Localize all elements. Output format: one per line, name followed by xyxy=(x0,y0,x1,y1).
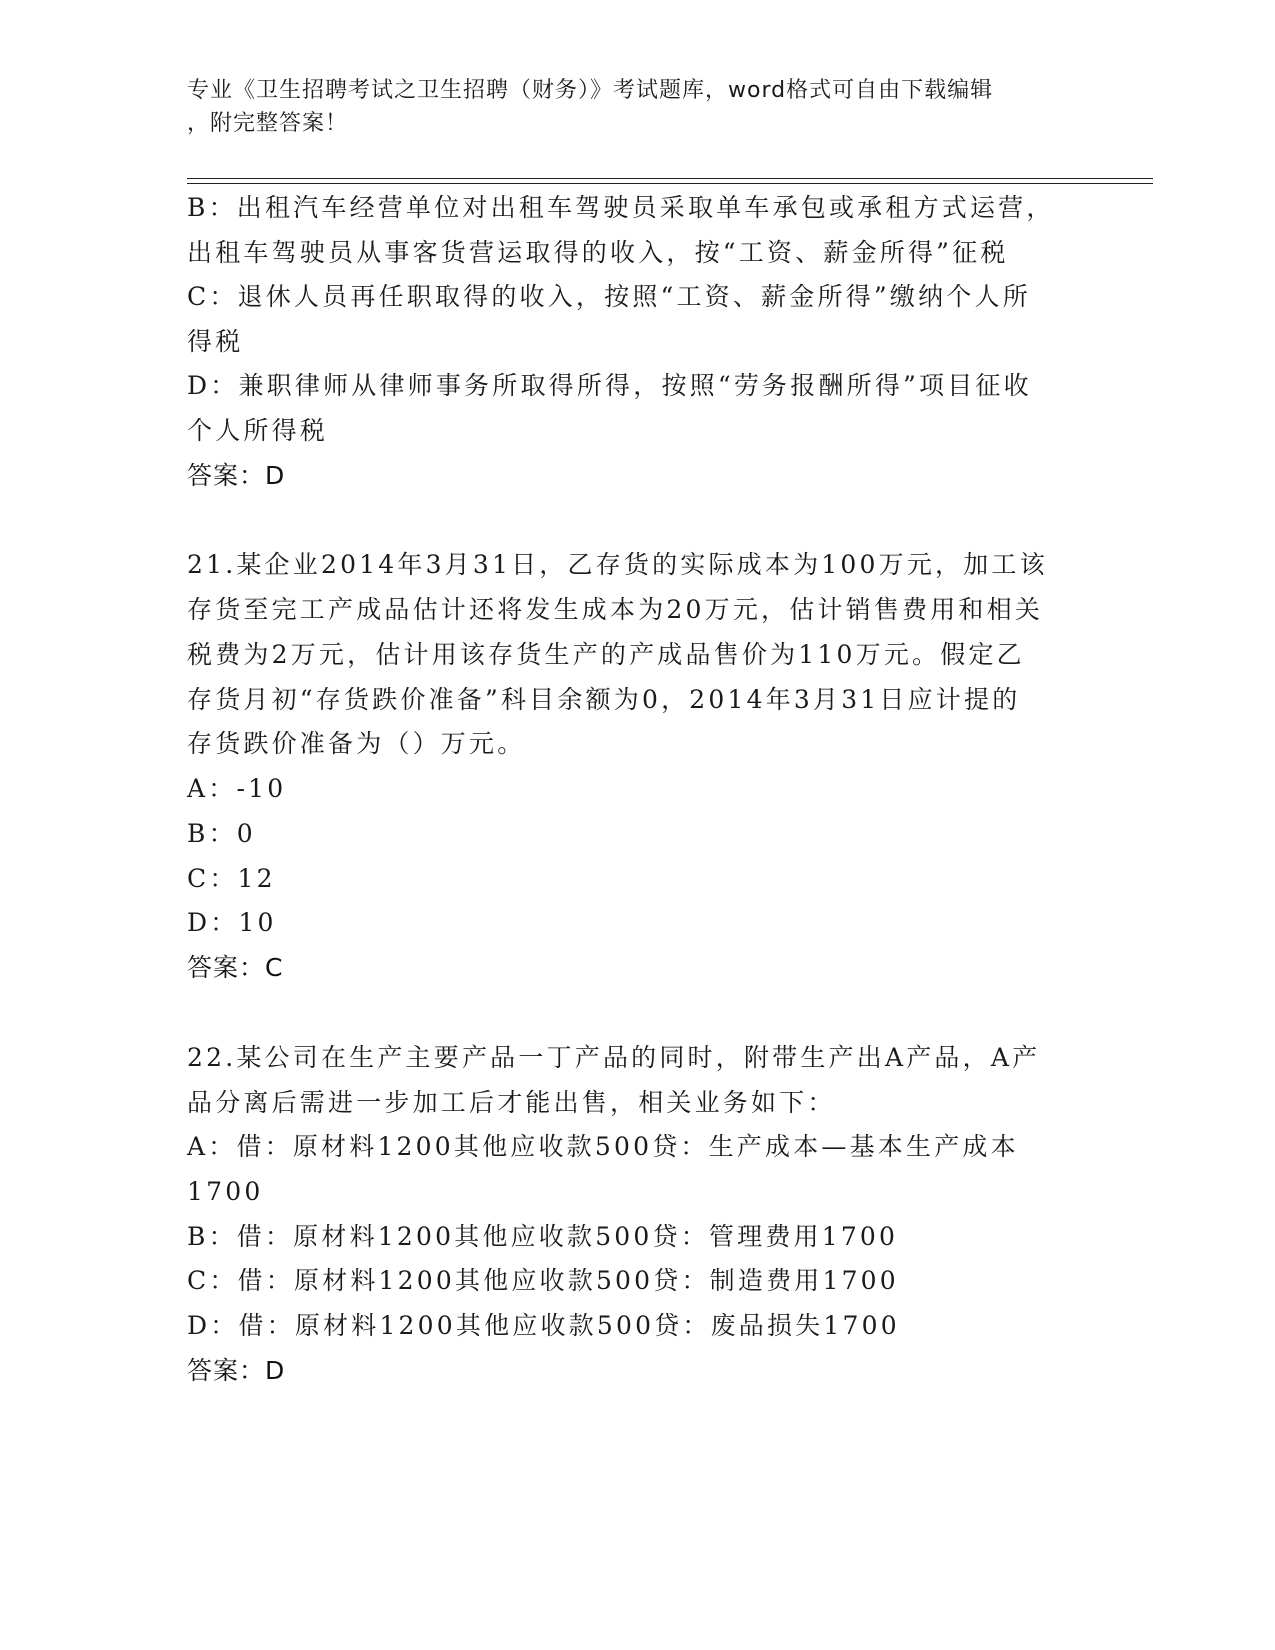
q22-option-a-line-1: A：借：原材料1200其他应收款500贷：生产成本—基本生产成本 xyxy=(187,1132,1019,1161)
q20-option-b-line-2: 出租车驾驶员从事客货营运取得的收入，按“工资、薪金所得”征税 xyxy=(187,238,1009,267)
q21-option-c: C：12 xyxy=(187,864,276,893)
q20-answer: 答案：D xyxy=(187,461,286,490)
q21-option-b: B：0 xyxy=(187,819,256,848)
q22-option-a-line-2: 1700 xyxy=(187,1177,264,1206)
q21-option-d: D：10 xyxy=(187,908,277,937)
header-divider-bottom xyxy=(187,183,1153,184)
header-title-line-2: ，附完整答案！ xyxy=(187,111,349,136)
q21-stem-line-2: 存货至完工产成品估计还将发生成本为20万元，估计销售费用和相关 xyxy=(187,595,1044,624)
q20-option-c-line-1: C：退休人员再任职取得的收入，按照“工资、薪金所得”缴纳个人所 xyxy=(187,282,1031,311)
q22-option-d: D：借：原材料1200其他应收款500贷：废品损失1700 xyxy=(187,1311,900,1340)
q22-stem-line-2: 品分离后需进一步加工后才能出售，相关业务如下： xyxy=(187,1088,836,1117)
q22-option-c: C：借：原材料1200其他应收款500贷：制造费用1700 xyxy=(187,1266,899,1295)
header-divider-top xyxy=(187,178,1153,179)
q21-stem-line-1: 21.某企业2014年3月31日，乙存货的实际成本为100万元，加工该 xyxy=(187,550,1048,579)
q20-option-d-line-2: 个人所得税 xyxy=(187,416,329,445)
q20-option-b-line-1: B：出租汽车经营单位对出租车驾驶员采取单车承包或承租方式运营， xyxy=(187,193,1055,222)
q20-option-c-line-2: 得税 xyxy=(187,327,244,356)
header-title-line-1: 专业《卫生招聘考试之卫生招聘（财务）》考试题库，word格式可自由下载编辑 xyxy=(187,78,994,103)
q21-stem-line-3: 税费为2万元，估计用该存货生产的产成品售价为110万元。假定乙 xyxy=(187,640,1025,669)
q20-option-d-line-1: D：兼职律师从律师事务所取得所得，按照“劳务报酬所得”项目征收 xyxy=(187,371,1032,400)
q21-stem-line-5: 存货跌价准备为（）万元。 xyxy=(187,729,526,758)
q21-option-a: A：-10 xyxy=(187,774,287,803)
page-header xyxy=(187,74,1067,140)
q22-option-b: B：借：原材料1200其他应收款500贷：管理费用1700 xyxy=(187,1222,899,1251)
q21-stem-line-4: 存货月初“存货跌价准备”科目余额为0，2014年3月31日应计提的 xyxy=(187,685,1021,714)
q21-answer: 答案：C xyxy=(187,953,284,982)
q22-stem-line-1: 22.某公司在生产主要产品一丁产品的同时，附带生产出A产品，A产 xyxy=(187,1043,1041,1072)
q22-answer: 答案：D xyxy=(187,1356,286,1385)
